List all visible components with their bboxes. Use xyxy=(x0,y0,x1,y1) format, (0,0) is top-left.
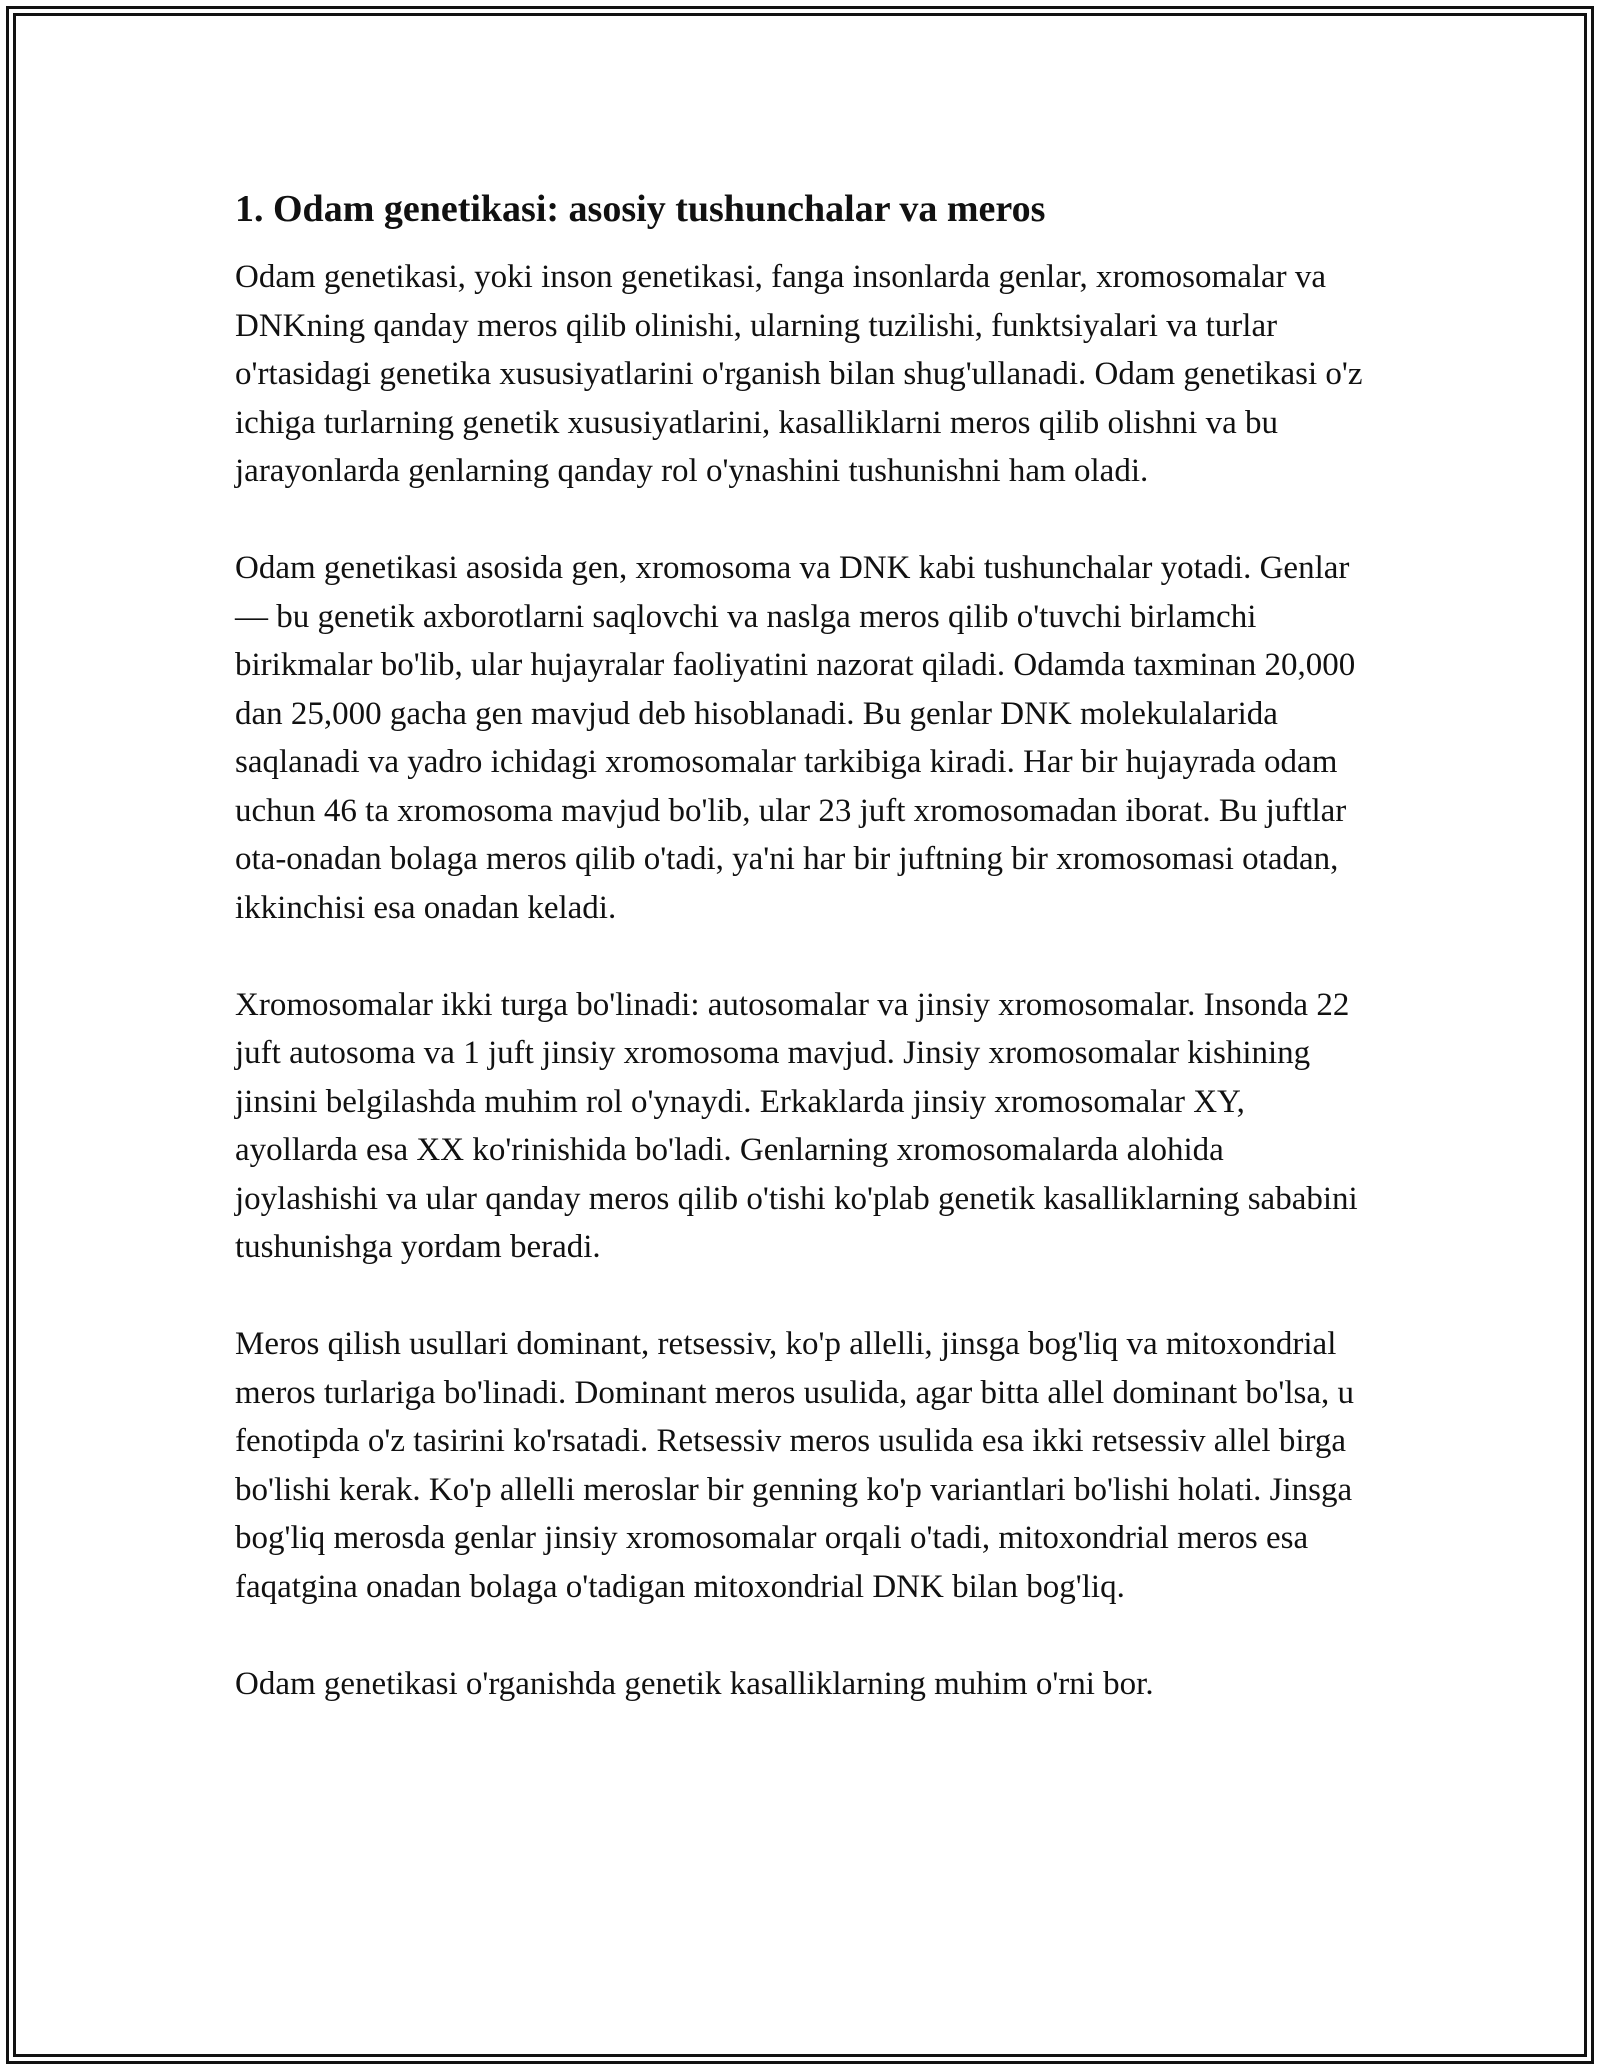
paragraph-1: Odam genetikasi, yoki inson genetikasi, fanga insonlarda genlar, xromosomalar va DNKning qanday meros qilib olinishi, ularning tuzilishi, funktsiyalari va turlar o'rtasidagi genetika xususiyatlarini o'rganish bilan shug'ullanadi. Odam genetikasi o'z ichiga turlarning genetik xususiyatlarini, kasalliklarni meros qilib olishni va bu jarayonlarda genlarning qanday rol o'ynashini tushunishni ham oladi. xyxy=(235,259,1363,489)
document-body xyxy=(235,185,1375,1757)
paragraph-3: Xromosomalar ikki turga bo'linadi: autosomalar va jinsiy xromosomalar. Insonda 22 juft autosoma va 1 juft jinsiy xromosoma mavjud. Jinsiy xromosomalar kishining jinsini belgilashda muhim rol o'ynaydi. Erkaklarda jinsiy xromosomalar XY, ayollarda esa XX ko'rinishida bo'ladi. Genlarning xromosomalarda alohida joylashishi va ular qanday meros qilib o'tishi ko'plab genetik kasalliklarning sababini tushunishga yordam beradi. xyxy=(235,986,1358,1265)
paragraph-5: Odam genetikasi o'rganishda genetik kasalliklarning muhim o'rni bor. xyxy=(235,1665,1154,1702)
document-title: 1. Odam genetikasi: asosiy tushunchalar va meros xyxy=(235,188,1046,230)
paragraph-4: Meros qilish usullari dominant, retsessiv, ko'p allelli, jinsga bog'liq va mitoxondrial meros turlariga bo'linadi. Dominant meros usulida, agar bitta allel dominant bo'lsa, u fenotipda o'z tasirini ko'rsatadi. Retsessiv meros usulida esa ikki retsessiv allel birga bo'lishi kerak. Ko'p allelli meroslar bir genning ko'p variantlari bo'lishi holati. Jinsga bog'liq merosda genlar jinsiy xromosomalar orqali o'tadi, mitoxondrial meros esa faqatgina onadan bolaga o'tadigan mitoxondrial DNK bilan bog'liq. xyxy=(235,1326,1354,1605)
paragraph-2: Odam genetikasi asosida gen, xromosoma va DNK kabi tushunchalar yotadi. Genlar — bu genetik axborotlarni saqlovchi va naslga meros qilib o'tuvchi birlamchi birikmalar bo'lib, ular hujayralar faoliyatini nazorat qiladi. Odamda taxminan 20,000 dan 25,000 gacha gen mavjud deb hisoblanadi. Bu genlar DNK molekulalarida saqlanadi va yadro ichidagi xromosomalar tarkibiga kiradi. Har bir hujayrada odam uchun 46 ta xromosoma mavjud bo'lib, ular 23 juft xromosomadan iborat. Bu juftlar ota-onadan bolaga meros qilib o'tadi, ya'ni har bir juftning bir xromosomasi otadan, ikkinchisi esa onadan keladi. xyxy=(235,550,1356,926)
